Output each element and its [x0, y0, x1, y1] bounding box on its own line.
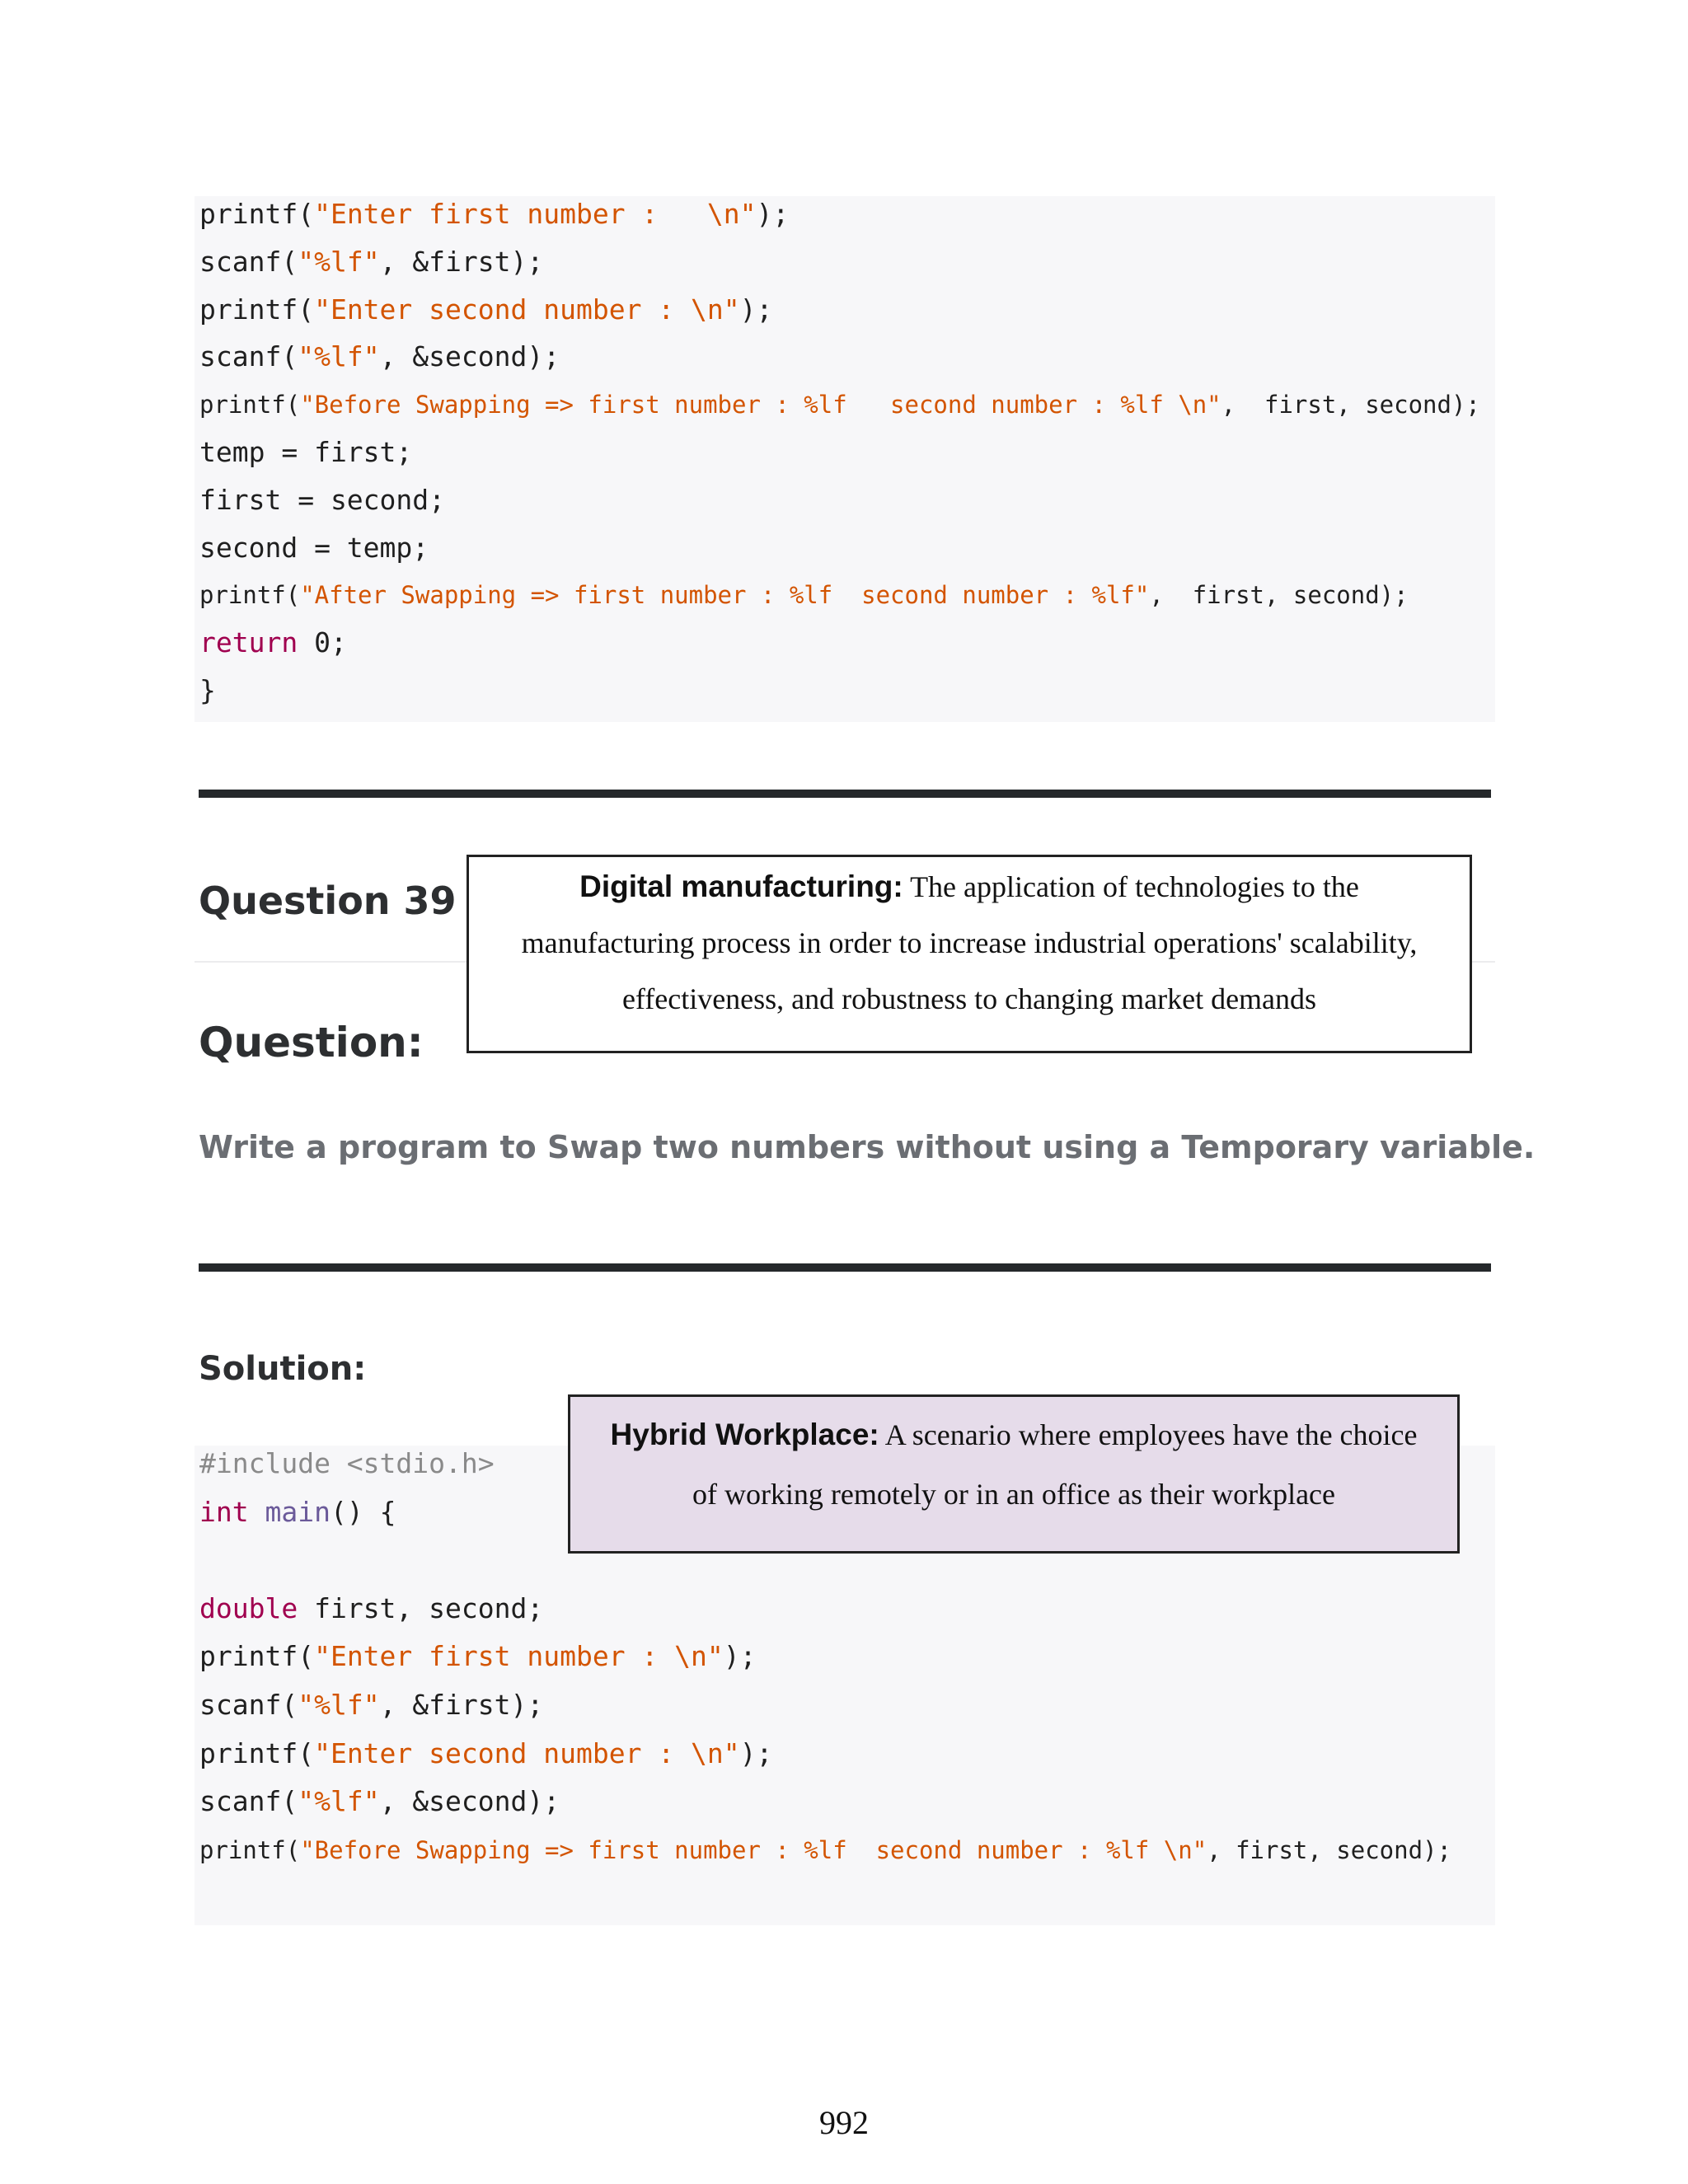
code-token: first = second; — [199, 483, 446, 516]
code-line — [199, 293, 772, 326]
code-token: "Before Swapping => first number : %lf second number : %lf \n" — [300, 1835, 1207, 1864]
code-token: "Enter second number : \n" — [314, 293, 740, 326]
code-token: () { — [330, 1495, 396, 1528]
code-token: 0; — [298, 626, 347, 659]
code-token: "Enter second number : \n" — [314, 1736, 740, 1769]
code-token: temp = first; — [199, 436, 413, 468]
code-token: second = temp; — [199, 531, 429, 564]
code-token: first, second; — [298, 1591, 544, 1624]
code-token: printf( — [199, 1736, 315, 1769]
callout-digital-manufacturing — [467, 855, 1472, 1053]
code-token: return — [199, 626, 298, 659]
code-token: scanf( — [199, 1689, 298, 1721]
code-line — [199, 1785, 560, 1817]
code-token: "Before Swapping => first number : %lf second number : %lf \n" — [300, 391, 1221, 419]
code-line — [199, 532, 429, 564]
solution-heading: Solution: — [199, 1350, 367, 1388]
code-token: ); — [739, 293, 773, 326]
code-line — [199, 340, 560, 373]
code-token: "%lf" — [298, 1689, 380, 1721]
code-line — [199, 391, 1480, 419]
code-token: printf( — [199, 1835, 301, 1864]
code-line — [199, 436, 412, 468]
callout-term: Digital manufacturing: — [579, 869, 903, 903]
code-line — [199, 1640, 757, 1672]
code-token: , &second); — [379, 1785, 560, 1818]
code-line — [199, 1592, 543, 1624]
code-token: } — [199, 674, 216, 706]
code-token: scanf( — [199, 340, 298, 373]
code-token: "%lf" — [298, 1785, 380, 1818]
callout-hybrid-workplace — [568, 1394, 1460, 1554]
code-line — [199, 581, 1409, 609]
code-block-top — [195, 196, 1495, 722]
section-divider — [199, 1263, 1491, 1272]
code-line — [199, 1496, 396, 1528]
question-heading: Question: — [199, 1019, 424, 1066]
page-number: 992 — [819, 2104, 869, 2141]
code-token: printf( — [199, 1640, 315, 1673]
code-token: printf( — [199, 391, 301, 419]
callout-definition: The application of technologies to the manufacturing process in order to increase industrial operations' scalability, effectiveness, and robustness to changing market demands — [521, 870, 1418, 1015]
code-line — [199, 1737, 772, 1769]
code-token: "%lf" — [298, 245, 380, 278]
code-token: printf( — [199, 581, 301, 610]
code-token: #include <stdio.h> — [199, 1447, 495, 1479]
code-token: , &first); — [379, 245, 544, 278]
code-line — [199, 626, 347, 658]
question-number-heading: Question 39 — [199, 879, 457, 923]
code-token: , first, second); — [1149, 581, 1409, 610]
code-token: int — [199, 1495, 249, 1528]
code-token: "Enter first number : \n" — [314, 1640, 724, 1673]
code-token: "%lf" — [298, 340, 380, 373]
question-prompt: Write a program to Swap two numbers without using a Temporary variable. — [199, 1129, 1536, 1165]
code-token: "After Swapping => first number : %lf second number : %lf" — [300, 581, 1150, 610]
callout-definition: A scenario where employees have the choice of working remotely or in an office as their workplace — [692, 1418, 1418, 1511]
code-token: ); — [756, 198, 790, 230]
code-token — [249, 1496, 265, 1528]
code-line — [199, 246, 543, 278]
code-token: , &first); — [379, 1689, 544, 1721]
code-line — [199, 674, 216, 706]
section-divider — [199, 790, 1491, 798]
callout-term: Hybrid Workplace: — [610, 1418, 879, 1451]
code-line — [199, 1689, 543, 1721]
code-token: , first, second); — [1221, 391, 1480, 419]
code-token: double — [199, 1591, 298, 1624]
code-token: "Enter first number : \n" — [314, 198, 757, 230]
code-token: ); — [739, 1736, 773, 1769]
code-token: scanf( — [199, 245, 298, 278]
code-token: , &second); — [379, 340, 560, 373]
code-token: scanf( — [199, 1785, 298, 1818]
code-token: , first, second); — [1207, 1835, 1451, 1864]
code-line — [199, 198, 789, 230]
code-line — [199, 484, 445, 516]
code-token: main — [265, 1495, 331, 1528]
code-token: ); — [723, 1640, 757, 1673]
code-line — [199, 1836, 1451, 1864]
code-token: printf( — [199, 198, 315, 230]
code-token: printf( — [199, 293, 315, 326]
code-line — [199, 1447, 495, 1479]
